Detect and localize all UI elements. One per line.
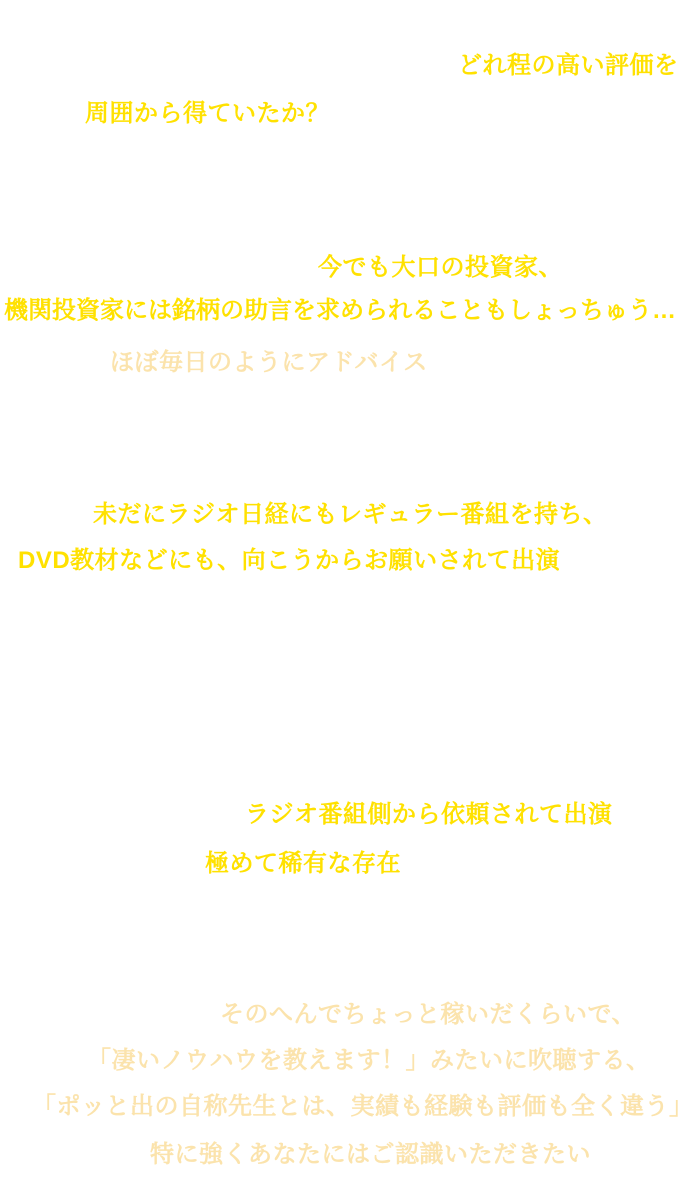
highlight-text-line: DVD教材などにも、向こうからお願いされて出演 bbox=[18, 547, 561, 574]
highlight-text-line: 「凄いノウハウを教えます！」みたいに吹聴する、 bbox=[87, 1047, 651, 1074]
highlight-text-line: 未だにラジオ日経にもレギュラー番組を持ち、 bbox=[93, 501, 608, 528]
highlight-text-line: ラジオ番組側から依頼されて出演 bbox=[245, 801, 613, 828]
highlight-text-line: 機関投資家には銘柄の助言を求められることもしょっちゅう… bbox=[4, 297, 676, 324]
highlight-text-line: 「ポッと出の自称先生とは、実績も経験も評価も全く違う」 bbox=[32, 1093, 694, 1120]
highlight-text-line: ほぼ毎日のようにアドバイス bbox=[110, 349, 428, 376]
highlight-text-line: 極めて稀有な存在 bbox=[205, 850, 401, 877]
highlight-text-line: そのへんでちょっと稼いだくらいで、 bbox=[220, 1001, 637, 1028]
highlight-text-line: 特に強くあなたにはご認識いただきたい bbox=[150, 1141, 591, 1168]
highlight-text-line: 周囲から得ていたか？ bbox=[85, 100, 330, 127]
highlight-text-line: 今でも大口の投資家、 bbox=[318, 254, 563, 281]
highlight-text-line: どれ程の高い評価を bbox=[458, 52, 679, 79]
